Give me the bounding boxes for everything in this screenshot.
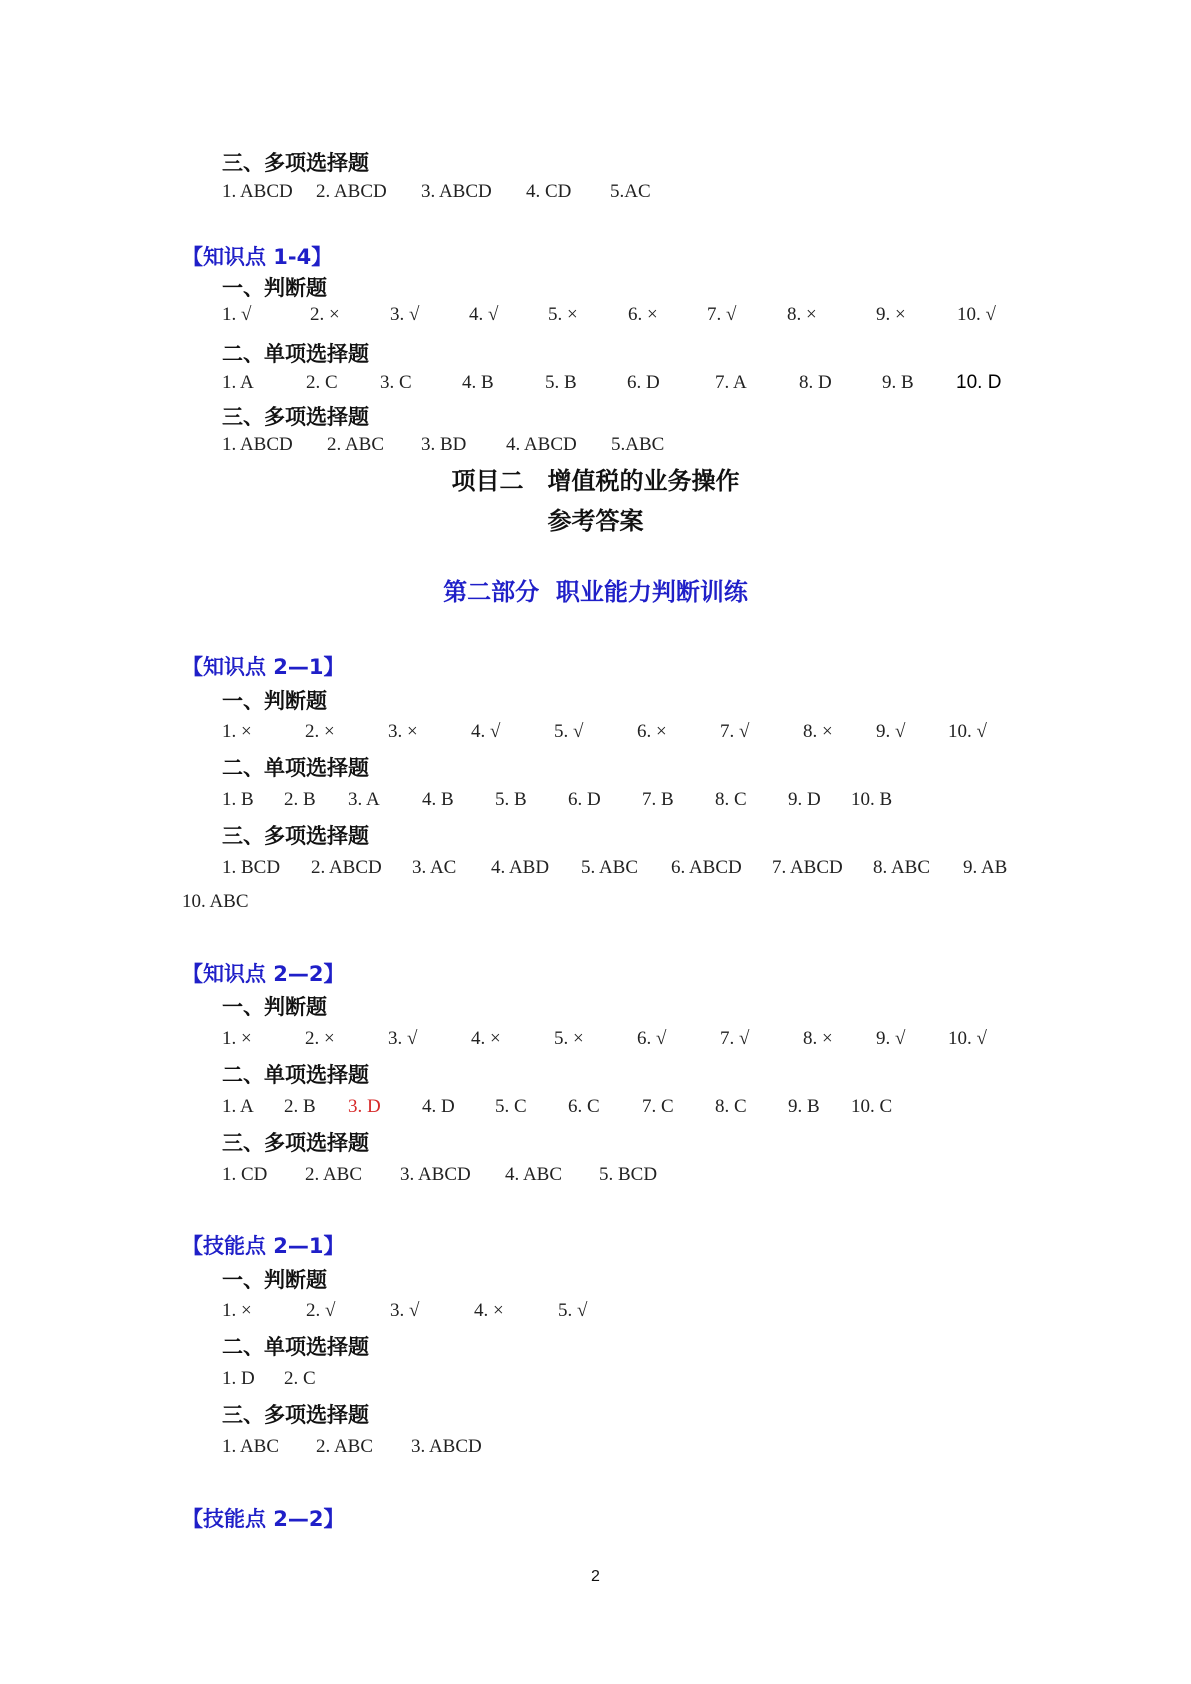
single-choice-heading: 二、单项选择题 <box>222 1063 369 1087</box>
answer-item: 8. × <box>803 721 833 742</box>
answer-item: 6. × <box>628 304 658 325</box>
answer-item: 10. ABC <box>182 891 249 912</box>
answer-item: 5. BCD <box>599 1164 658 1185</box>
answer-item: 2. C <box>284 1368 316 1389</box>
answer-item: 9. D <box>788 789 821 810</box>
answer-item: 5. B <box>495 789 527 810</box>
answer-item: 3. C <box>380 372 412 393</box>
judge-heading: 一、判断题 <box>222 1268 327 1292</box>
answer-item: 1. CD <box>222 1164 268 1185</box>
answer-item: 6. D <box>627 372 660 393</box>
answer-item: 9. √ <box>876 1028 906 1049</box>
answer-item: 2. × <box>305 721 335 742</box>
answer-item: 1. ABCD <box>222 181 293 202</box>
answer-item: 5.AC <box>610 181 651 202</box>
answer-item: 3. √ <box>390 304 420 325</box>
answer-item: 4. × <box>471 1028 501 1049</box>
answer-item: 5. √ <box>554 721 584 742</box>
answer-item: 4. × <box>474 1300 504 1321</box>
answer-item: 6. C <box>568 1096 600 1117</box>
answer-item: 4. CD <box>526 181 572 202</box>
answer-item: 1. × <box>222 1300 252 1321</box>
answer-item: 2. √ <box>306 1300 336 1321</box>
multi-choice-heading: 三、多项选择题 <box>222 1403 369 1427</box>
answer-item: 2. B <box>284 789 316 810</box>
answer-item: 3. √ <box>388 1028 418 1049</box>
judge-heading: 一、判断题 <box>222 276 327 300</box>
answer-item: 5. C <box>495 1096 527 1117</box>
answer-item: 10. √ <box>948 1028 987 1049</box>
answer-item: 10. D <box>956 372 1002 393</box>
multi-choice-heading: 三、多项选择题 <box>222 824 369 848</box>
answer-item: 2. C <box>306 372 338 393</box>
answer-item: 2. × <box>310 304 340 325</box>
answer-item: 8. C <box>715 789 747 810</box>
answer-item: 6. ABCD <box>671 857 742 878</box>
answer-item: 7. √ <box>720 721 750 742</box>
section-title: 【技能点 2—1】 <box>182 1234 345 1258</box>
answer-item: 2. × <box>305 1028 335 1049</box>
answer-item: 2. ABC <box>316 1436 374 1457</box>
answer-item: 5. B <box>545 372 577 393</box>
answer-item: 3. × <box>388 721 418 742</box>
answer-item: 3. ABCD <box>411 1436 482 1457</box>
multi-choice-heading: 三、多项选择题 <box>222 405 369 429</box>
answer-item: 8. C <box>715 1096 747 1117</box>
answer-item: 7. B <box>642 789 674 810</box>
answer-item: 2. ABC <box>305 1164 363 1185</box>
answer-item: 7. √ <box>720 1028 750 1049</box>
answer-item: 6. √ <box>637 1028 667 1049</box>
answer-item: 9. B <box>882 372 914 393</box>
answer-item: 7. C <box>642 1096 674 1117</box>
judge-heading: 一、判断题 <box>222 995 327 1019</box>
answer-item: 3. √ <box>390 1300 420 1321</box>
part-title: 第二部分 职业能力判断训练 <box>443 578 748 606</box>
multi-choice-heading: 三、多项选择题 <box>222 1131 369 1155</box>
answer-item: 3. ABCD <box>421 181 492 202</box>
answer-item: 1. ABC <box>222 1436 280 1457</box>
answer-item: 4. D <box>422 1096 455 1117</box>
answer-item: 5. ABC <box>581 857 639 878</box>
answer-item: 7. ABCD <box>772 857 843 878</box>
single-choice-heading: 二、单项选择题 <box>222 756 369 780</box>
answer-item: 8. × <box>787 304 817 325</box>
page-number: 2 <box>591 1568 600 1585</box>
answer-item: 4. ABD <box>491 857 550 878</box>
answer-item: 3. AC <box>412 857 457 878</box>
answer-item: 1. D <box>222 1368 255 1389</box>
judge-heading: 一、判断题 <box>222 689 327 713</box>
answer-item: 8. × <box>803 1028 833 1049</box>
answer-item: 5. × <box>554 1028 584 1049</box>
answer-item: 1. √ <box>222 304 252 325</box>
answer-item: 5. √ <box>558 1300 588 1321</box>
answer-item: 3. A <box>348 789 380 810</box>
answer-item: 5. × <box>548 304 578 325</box>
answer-item: 8. ABC <box>873 857 931 878</box>
answer-item: 1. × <box>222 721 252 742</box>
multi-choice-heading: 三、多项选择题 <box>222 151 369 175</box>
answer-item: 1. ABCD <box>222 434 293 455</box>
answer-item: 4. ABC <box>505 1164 563 1185</box>
answer-item: 7. √ <box>707 304 737 325</box>
answer-item: 6. D <box>568 789 601 810</box>
answer-item: 9. AB <box>963 857 1008 878</box>
answer-item: 9. × <box>876 304 906 325</box>
answer-item: 4. B <box>422 789 454 810</box>
answer-item: 1. A <box>222 372 254 393</box>
answer-item: 6. × <box>637 721 667 742</box>
single-choice-heading: 二、单项选择题 <box>222 342 369 366</box>
section-title: 【知识点 1-4】 <box>182 245 333 269</box>
answer-item: 2. B <box>284 1096 316 1117</box>
answer-item: 4. √ <box>471 721 501 742</box>
answer-item: 10. B <box>851 789 893 810</box>
project-title: 项目二 增值税的业务操作 <box>451 467 740 495</box>
answer-item: 10. C <box>851 1096 893 1117</box>
answer-item: 7. A <box>715 372 747 393</box>
answer-item: 4. ABCD <box>506 434 577 455</box>
answer-item: 10. √ <box>948 721 987 742</box>
section-title: 【知识点 2—1】 <box>182 655 345 679</box>
answer-item: 10. √ <box>957 304 996 325</box>
answer-item: 3. BD <box>421 434 467 455</box>
answer-item: 5.ABC <box>611 434 665 455</box>
answer-item: 1. B <box>222 789 254 810</box>
answer-item: 3. ABCD <box>400 1164 471 1185</box>
answer-item: 4. B <box>462 372 494 393</box>
answer-item: 2. ABCD <box>316 181 387 202</box>
answer-item: 8. D <box>799 372 832 393</box>
answer-item: 4. √ <box>469 304 499 325</box>
answer-item: 2. ABC <box>327 434 385 455</box>
answer-item: 1. BCD <box>222 857 281 878</box>
answer-item: 1. A <box>222 1096 254 1117</box>
answer-item: 9. √ <box>876 721 906 742</box>
answer-item: 9. B <box>788 1096 820 1117</box>
answer-item-highlighted: 3. D <box>348 1096 381 1117</box>
section-title: 【技能点 2—2】 <box>182 1507 345 1531</box>
project-subtitle: 参考答案 <box>547 507 644 535</box>
answer-item: 1. × <box>222 1028 252 1049</box>
section-title: 【知识点 2—2】 <box>182 962 345 986</box>
answer-item: 2. ABCD <box>311 857 382 878</box>
single-choice-heading: 二、单项选择题 <box>222 1335 369 1359</box>
